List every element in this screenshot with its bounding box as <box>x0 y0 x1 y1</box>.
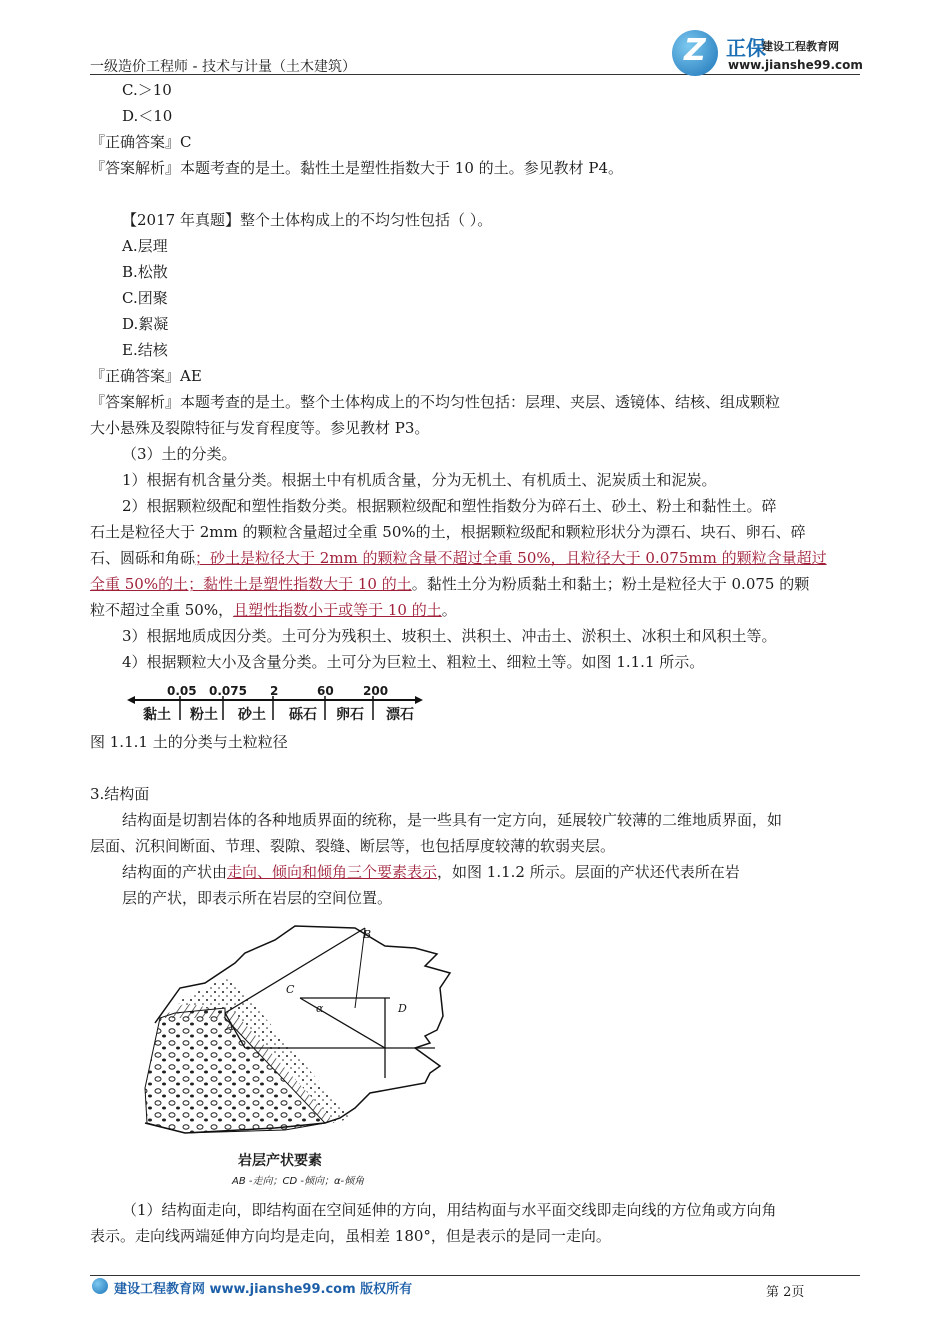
option-b: B.松散 <box>122 263 168 281</box>
option-d: D.＜10 <box>122 107 173 125</box>
strike-line <box>225 928 365 1013</box>
option-c: C.＞10 <box>122 81 172 99</box>
highlight-clay-definition: 全重 50%的土；黏性土是塑性指数大于 10 的土 <box>90 575 412 593</box>
figure-1-1-1-caption: 图 1.1.1 土的分类与土粒粒径 <box>90 733 288 751</box>
strata-figure-legend: AB -走向；CD -倾向；α-倾角 <box>232 1176 365 1187</box>
scale-tick-label: 0.05 <box>167 684 197 698</box>
text-run: 石、圆砾和角砾 <box>90 549 196 567</box>
scale-tick-label: 60 <box>317 684 334 698</box>
point-b-label: B <box>363 928 372 941</box>
scale-arrow-left-icon <box>127 696 135 704</box>
section-soil-classification: （3）土的分类。 <box>122 445 237 463</box>
header-divider <box>90 74 860 75</box>
footer-copyright: 建设工程教育网 www.jianshe99.com 版权所有 <box>114 1282 413 1297</box>
option-e: E.结核 <box>122 341 168 359</box>
analysis-1: 『答案解析』本题考查的是土。黏性土是塑性指数大于 10 的土。参见教材 P4。 <box>90 159 624 177</box>
para-origin: 3）根据地质成因分类。土可分为残积土、坡积土、洪积土、冲击土、淤积土、冰积土和风积土等。 <box>122 627 777 645</box>
brand-subtitle: 建设工程教育网 <box>762 40 839 53</box>
para-attitude-2: 层的产状，即表示所在岩层的空间位置。 <box>122 889 393 907</box>
brand-name: 正保 <box>726 36 766 60</box>
brand-logo-mark: Z <box>684 33 706 68</box>
option-d2: D.絮凝 <box>122 315 169 333</box>
answer-1: 『正确答案』C <box>90 133 192 151</box>
header-title: 一级造价工程师 - 技术与计量（土木建筑） <box>90 59 356 75</box>
page-number: 第 2页 <box>766 1285 805 1300</box>
text-run: 结构面的产状由 <box>122 863 228 881</box>
para-particle-size: 4）根据颗粒大小及含量分类。土可分为巨粒土、粗粒土、细粒土等。如图 1.1.1 所示。 <box>122 653 705 671</box>
para-gradation-4 <box>90 574 809 594</box>
point-d-label: D <box>398 1002 407 1015</box>
scale-tick-label: 200 <box>363 684 389 698</box>
text-run: 粒不超过全重 50%， <box>90 601 234 619</box>
highlight-attitude-elements: 走向、倾向和倾角三个要素表示 <box>227 863 438 881</box>
soil-type-label: 砾石 <box>289 707 317 723</box>
angle-alpha-label: α <box>316 1002 324 1015</box>
highlight-sand-definition: ；砂土是粒径大于 2mm 的颗粒含量不超过全重 50%，且粒径大于 0.075mm 的颗粒含量超过 <box>195 549 827 567</box>
para-gradation-2: 石土是粒径大于 2mm 的颗粒含量超过全重 50%的土，根据颗粒级配和颗粒形状分为漂石、块石、卵石、碎 <box>90 523 806 541</box>
section-structural-plane: 3.结构面 <box>90 785 150 803</box>
soil-type-label: 黏土 <box>143 707 171 723</box>
scale-tick-label: 2 <box>270 684 279 698</box>
para-structural-def-2: 层面、沉积间断面、节理、裂隙、裂缝、断层等，也包括厚度较薄的软弱夹层。 <box>90 837 616 855</box>
para-attitude-1 <box>122 862 740 882</box>
question-2017: 【2017 年真题】整个土体构成上的不均匀性包括（ ）。 <box>122 211 493 229</box>
scale-arrow-right-icon <box>415 696 423 704</box>
footer-logo-icon <box>92 1278 108 1294</box>
option-a: A.层理 <box>122 237 168 255</box>
soil-type-label: 漂石 <box>386 707 414 723</box>
para-organic: 1）根据有机含量分类。根据土中有机质含量，分为无机土、有机质土、泥炭质土和泥炭。 <box>122 471 717 489</box>
text-run: ，如图 1.1.2 所示。层面的产状还代表所在岩 <box>437 863 740 881</box>
point-c-label: C <box>286 983 295 996</box>
text-run: 。黏性土分为粉质黏土和黏土；粉土是粒径大于 0.075 的颗 <box>411 575 810 593</box>
highlight-silt-definition: 且塑性指数小于或等于 10 的土 <box>233 601 442 619</box>
answer-2: 『正确答案』AE <box>90 367 202 385</box>
strata-attitude-figure <box>125 918 455 1150</box>
brand-url: www.jianshe99.com <box>728 58 863 72</box>
soil-type-label: 粉土 <box>190 707 218 723</box>
text-run: 。 <box>441 601 457 619</box>
para-gradation-3 <box>90 548 827 568</box>
footer-divider <box>90 1275 860 1276</box>
para-gradation-5 <box>90 600 457 620</box>
point-a-label: A <box>226 1020 234 1033</box>
soil-type-label: 砂土 <box>238 707 266 723</box>
para-gradation-1: 2）根据颗粒级配和塑性指数分类。根据颗粒级配和塑性指数分为碎石土、砂土、粉土和黏性土。碎 <box>122 497 777 515</box>
analysis-2-line2: 大小悬殊及裂隙特征与发育程度等。参见教材 P3。 <box>90 419 430 437</box>
soil-type-label: 卵石 <box>336 707 364 723</box>
option-c2: C.团聚 <box>122 289 168 307</box>
para-structural-def-1: 结构面是切割岩体的各种地质界面的统称，是一些具有一定方向，延展较广较薄的二维地质界面，如 <box>122 811 783 829</box>
scale-tick-label: 0.075 <box>209 684 247 698</box>
para-strike-1: （1）结构面走向，即结构面在空间延伸的方向，用结构面与水平面交线即走向线的方位角或方向角 <box>122 1201 777 1219</box>
analysis-2-line1: 『答案解析』本题考查的是土。整个土体构成上的不均匀性包括：层理、夹层、透镜体、结核、组成颗粒 <box>90 393 781 411</box>
strata-figure-title: 岩层产状要素 <box>238 1153 322 1169</box>
para-strike-2: 表示。走向线两端延伸方向均是走向，虽相差 180°，但是表示的是同一走向。 <box>90 1227 611 1245</box>
dip-line <box>300 998 385 1048</box>
